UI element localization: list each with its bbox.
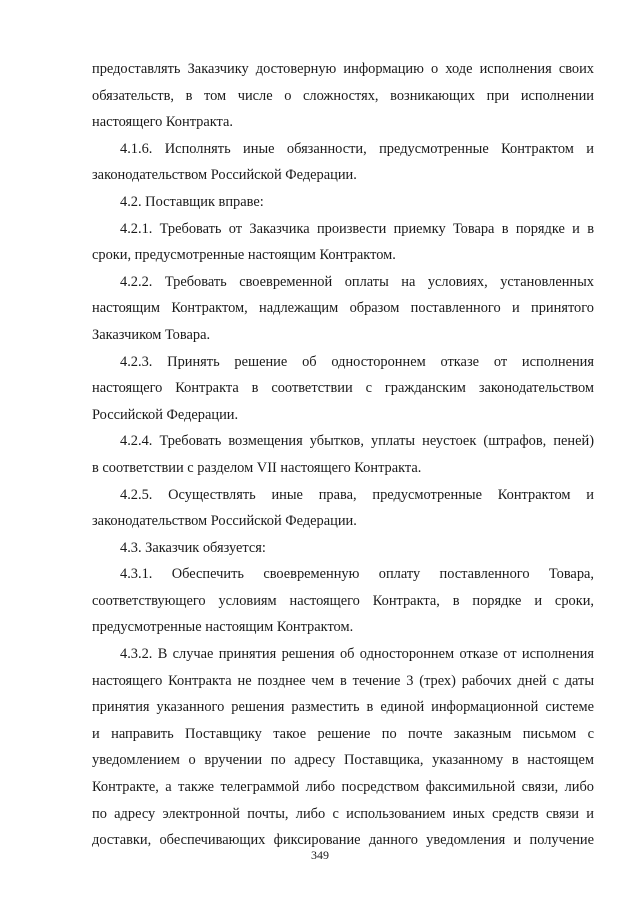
text-line: 4.2. Поставщик вправе:: [120, 193, 264, 210]
text-line: 4.2.1. Требовать от Заказчика произвести приемку Товара в порядке и в: [120, 220, 594, 237]
text-line: 4.2.2. Требовать своевременной оплаты на условиях, установленных: [120, 273, 594, 290]
text-line: Заказчиком Товара.: [92, 326, 211, 343]
text-line: 4.3.2. В случае принятия решения об одностороннем отказе от исполнения: [120, 646, 594, 663]
text-line: доставки, обеспечивающих фиксирование данного уведомления и получение: [92, 832, 594, 849]
text-line: 4.3. Заказчик обязуется:: [120, 539, 266, 556]
text-line: Контракте, а также телеграммой либо посредством факсимильной связи, либо: [92, 779, 594, 796]
text-line: настоящим Контрактом, надлежащим образом поставленного и принятого: [92, 300, 594, 317]
text-line: предоставлять Заказчику достоверную информацию о ходе исполнения своих: [92, 61, 594, 77]
text-line: 4.3.1. Обеспечить своевременную оплату поставленного Товара,: [120, 566, 594, 583]
page-number: 349: [311, 848, 329, 862]
text-line: настоящего Контракта.: [92, 114, 233, 131]
document-body: [92, 56, 594, 854]
text-line: 4.2.3. Принять решение об одностороннем отказе от исполнения: [120, 353, 594, 370]
text-line: уведомлением о вручении по адресу Поставщика, указанному в настоящем: [92, 752, 594, 769]
text-line: сроки, предусмотренные настоящим Контрактом.: [92, 247, 396, 264]
text-line: предусмотренные настоящим Контрактом.: [92, 619, 354, 636]
text-line: 4.2.4. Требовать возмещения убытков, уплаты неустоек (штрафов, пеней): [120, 433, 594, 450]
text-line: в соответствии с разделом VII настоящего Контракта.: [92, 459, 422, 476]
text-line: Российской Федерации.: [92, 406, 239, 423]
text-line: 4.2.5. Осуществлять иные права, предусмотренные Контрактом и: [120, 486, 594, 503]
text-line: обязательств, в том числе о сложностях, возникающих при исполнении: [92, 87, 594, 104]
text-line: по адресу электронной почты, либо с использованием иных средств связи и: [92, 805, 594, 822]
text-line: настоящего Контракта в соответствии с гражданским законодательством: [92, 380, 594, 397]
text-line: соответствующего условиям настоящего Контракта, в порядке и сроки,: [92, 592, 594, 609]
text-line: 4.1.6. Исполнять иные обязанности, предусмотренные Контрактом и: [120, 140, 594, 157]
text-line: законодательством Российской Федерации.: [92, 513, 357, 530]
text-line: и направить Поставщику такое решение по почте заказным письмом с: [92, 725, 594, 742]
text-line: настоящего Контракта не позднее чем в течение 3 (трех) рабочих дней с даты: [92, 672, 594, 689]
text-line: законодательством Российской Федерации.: [92, 167, 357, 184]
text-line: принятия указанного решения разместить в единой информационной системе: [92, 699, 594, 716]
